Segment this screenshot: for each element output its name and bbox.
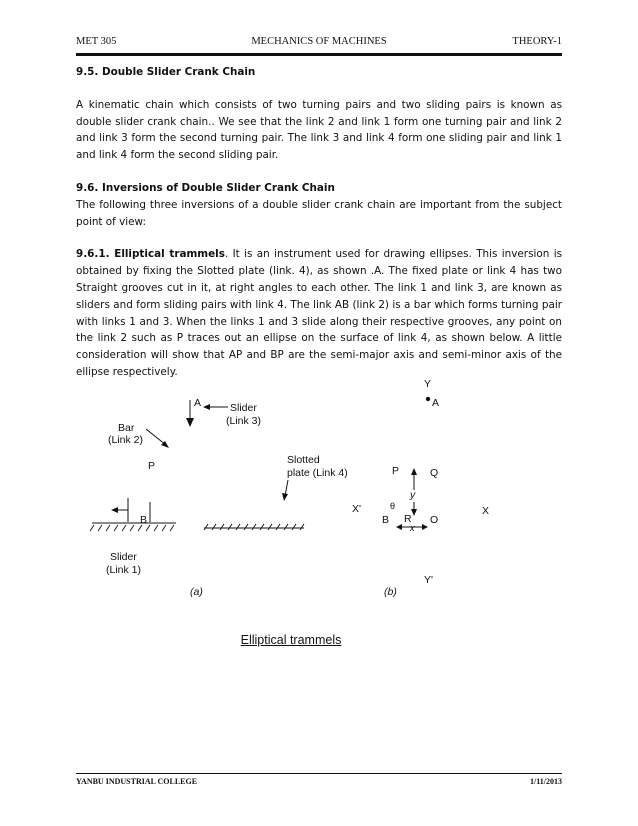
- label-slider-top: Slider: [230, 402, 257, 414]
- heading-9-6-1: 9.6.1. Elliptical trammels: [76, 248, 225, 261]
- label-o: O: [430, 514, 439, 526]
- label-x-small: x: [410, 523, 415, 533]
- course-code: MET 305: [76, 36, 117, 47]
- label-y-prime: Y': [424, 574, 434, 586]
- label-y-small: y: [410, 489, 416, 501]
- college-name: YANBU INDUSTRIAL COLLEGE: [76, 777, 198, 786]
- header-rule: [76, 53, 562, 56]
- label-x: X: [482, 505, 490, 517]
- heading-9-5: 9.5. Double Slider Crank Chain: [76, 66, 256, 78]
- label-q: Q: [430, 467, 439, 479]
- section-tag: THEORY-1: [512, 36, 562, 47]
- label-b-a: B: [140, 514, 148, 526]
- label-theta: θ: [390, 501, 396, 511]
- tag-a: (a): [190, 586, 203, 598]
- footer-rule: [76, 773, 562, 774]
- label-y: Y: [424, 378, 432, 390]
- para-9-6-1-text: . It is an instrument used for drawing ellipses. This inversion is obtained by fixing the Slotted plate (link. 4), as shown .A. The fixed plate or link 4 has two Straight grooves cut in it, at right angles to each other. The link 1 and link 3, are known as sliders and form sliding pairs with link 4. The link AB (link 2) is a bar which forms turning pair with links 1 and 3. When the links 1 and 3 slide along their respective grooves, any point on the link 2 such as P traces out an ellipse on the surface of link 4, as shown below. A little consideration will show that AP and BP are the semi-major axis and semi-minor axis of the ellipse respectively.: [76, 248, 562, 378]
- page-footer: [76, 777, 562, 789]
- label-link3: (Link 3): [226, 415, 262, 427]
- page-header: [76, 36, 562, 52]
- para-9-5: A kinematic chain which consists of two turning pairs and two sliding pairs is known as double slider crank chain.. We see that the link 2 and link 1 form one turning pair and link 2 and link 3 form the second turning pair. The link 3 and link 4 form one sliding pair and link 1 and link 4 form the second sliding pair.: [76, 98, 562, 162]
- label-bar: Bar: [118, 422, 135, 434]
- para-9-6-1: [76, 246, 562, 380]
- label-a: A: [194, 397, 202, 409]
- point-a-dot: [426, 397, 430, 401]
- label-slider-bot: Slider: [110, 551, 137, 563]
- label-r: R: [404, 513, 412, 525]
- page-body: [76, 64, 562, 381]
- elliptical-trammels-figure: [76, 372, 516, 604]
- label-link1: (Link 1): [106, 564, 142, 576]
- heading-9-6: 9.6. Inversions of Double Slider Crank Chain: [76, 181, 335, 194]
- para-9-6: The following three inversions of a double slider crank chain are important from the subject point of view:: [76, 198, 562, 228]
- label-p-a: P: [148, 460, 156, 472]
- footer-date: 1/11/2013: [529, 777, 562, 786]
- label-plate-link4: plate (Link 4): [287, 467, 348, 479]
- label-p-b: P: [392, 465, 400, 477]
- label-b-b: B: [382, 514, 390, 526]
- course-title: MECHANICS OF MACHINES: [251, 36, 387, 47]
- label-link2: (Link 2): [108, 434, 144, 446]
- label-x-prime: X': [352, 503, 362, 515]
- label-a-b: A: [432, 397, 440, 409]
- tag-b: (b): [384, 586, 397, 598]
- label-slotted: Slotted: [287, 454, 320, 466]
- figure-caption: Elliptical trammels: [240, 633, 342, 647]
